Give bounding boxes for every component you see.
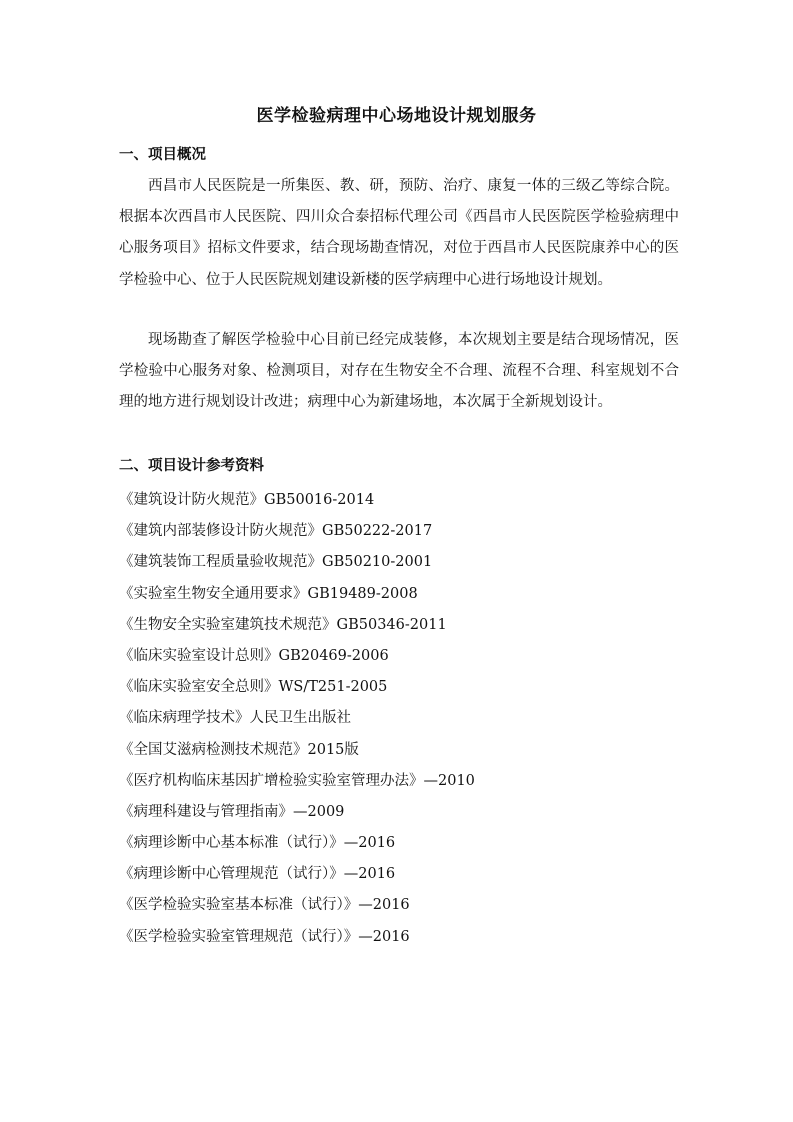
reference-item: 《建筑内部装修设计防火规范》GB50222-2017 [119,523,433,540]
reference-item: 《实验室生物安全通用要求》GB19489-2008 [119,585,418,602]
reference-item: 《医学检验实验室基本标准（试行）》—2016 [119,897,410,914]
reference-item: 《临床实验室安全总则》WS/T251-2005 [119,679,388,696]
reference-item: 《病理科建设与管理指南》—2009 [119,803,345,820]
overview-paragraph-2: 现场勘查了解医学检验中心目前已经完成装修，本次规划主要是结合现场情况，医学检验中心服务对象、检测项目，对存在生物安全不合理、流程不合理、科室规划不合理的地方进行规划设计改进；病理中心为新建场地，本次属于全新规划设计。 [119,332,679,411]
reference-item: 《医学检验实验室管理规范（试行）》—2016 [119,928,410,945]
reference-item: 《医疗机构临床基因扩增检验实验室管理办法》—2010 [119,772,475,789]
page-title: 医学检验病理中心场地设计规划服务 [256,106,537,126]
reference-item: 《建筑设计防火规范》GB50016-2014 [119,492,375,508]
section-heading-overview: 一、项目概况 [119,147,206,163]
reference-item: 《生物安全实验室建筑技术规范》GB50346-2011 [119,616,447,633]
reference-item: 《临床病理学技术》人民卫生出版社 [119,710,351,727]
reference-item: 《全国艾滋病检测技术规范》2015版 [119,741,359,758]
reference-item: 《临床实验室设计总则》GB20469-2006 [119,647,389,664]
reference-list [119,485,679,953]
reference-item: 《建筑装饰工程质量验收规范》GB50210-2001 [119,554,433,571]
overview-paragraph-1: 西昌市人民医院是一所集医、教、研，预防、治疗、康复一体的三级乙等综合院。根据本次西昌市人民医院、四川众合泰招标代理公司《西昌市人民医院医学检验病理中心服务项目》招标文件要求，结合现场勘查情况，对位于西昌市人民医院康养中心的医学检验中心、位于人民医院规划建设新楼的医学病理中心进行场地设计规划。 [119,178,679,288]
reference-item: 《病理诊断中心管理规范（试行）》—2016 [119,866,396,883]
reference-item: 《病理诊断中心基本标准（试行）》—2016 [119,835,396,852]
section-heading-references: 二、项目设计参考资料 [119,458,264,474]
